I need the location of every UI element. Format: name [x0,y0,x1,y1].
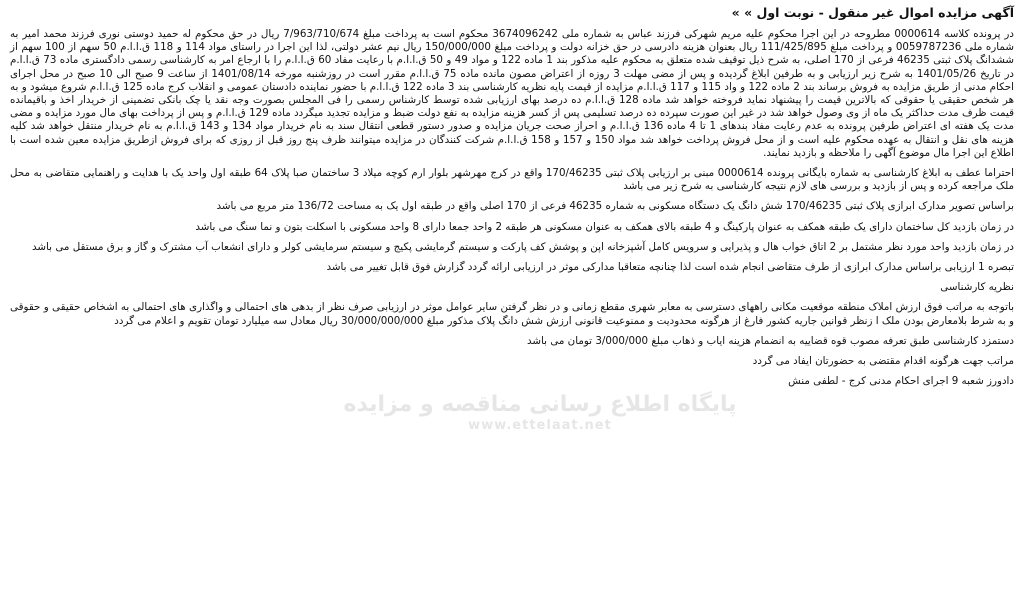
dispatch-paragraph: مراتب جهت هرگونه اقدام مقتضی به حضورتان ایفاد می گردد [752,355,1014,368]
site-watermark [330,392,750,434]
valuation-paragraph: باتوجه به مراتب فوق ارزش املاک منطقه موقعیت مکانی راههای دسترسی به معابر شهری مقطع زمانی و در نظر گرفتن سایر عوامل موثر در ارزیابی صرف نظر از بدهی های احتمالی و واگذاری های احتمالی به اشخاص حقیقی و حقوقی و به شرط بلامعارض بودن ملک ا زنظر قوانین جاریه کشور فارغ از هرگونه محدودیت و ممنوعیت قانونی ارزش شش دانگ پلاک مذکور مبلغ 30/000/000/000 ریال معادل سه میلیارد تومان تقویم و اعلام می گردد [10,301,1014,327]
property-documents-paragraph: براساس تصویر مدارک ابرازی پلاک ثبتی 170/46235 شش دانگ یک دستگاه مسکونی به شماره 46235 فرعی از 170 اصلی واقع در طبقه اول یک به مساحت 136/72 متر مربع می باشد [216,200,1014,213]
notice-title: آگهی مزایده اموال غیر منقول - نوبت اول » » [731,5,1014,20]
unit-description-paragraph: در زمان بازدید واحد مورد نظر مشتمل بر 2 اتاق خواب هال و پذیرایی و سرویس کامل آشپزخانه اپن و پوشش کف پارکت و سیستم گرمایشی پکیج و سیستم سرمایشی کولر و دارای انشعاب آب مشترک و گاز و برق مستقل می باشد [32,240,1014,253]
building-description-paragraph: در زمان بازدید کل ساختمان دارای یک طبقه همکف به عنوان پارکینگ و 4 طبقه بالای همکف به عنوان مسکونی هر طبقه 2 واحد جمعا دارای 8 واحد مسکونی با اسکلت بتون و نما سنگ می باشد [195,220,1014,233]
expert-intro-paragraph: احتراما عطف به ابلاغ کارشناسی به شماره بایگانی پرونده 0000614 مبنی بر ارزیابی پلاک ثبتی 170/46235 واقع در کرج مهرشهر بلوار ارم کوچه میلاد 3 ساختمان صبا پلاک 64 طبقه اول واحد یک با هدایت و راهنمایی متقاضی به محل ملک مراجعه کرده و پس از بازدید و بررسی های لازم نتیجه کارشناسی به شرح زیر می باشد [10,167,1015,193]
case-details-paragraph: در پرونده کلاسه 0000614 مطروحه در این اجرا محکوم علیه مریم شهرکی فرزند عباس به شماره ملی 3674096242 محکوم است به پرداخت مبلغ 7/963/710/674 ریال در حق محکوم له حمید دوستی نوری فرزند محمد امیر به شماره ملی 0059787236 و پرداخت مبلغ 111/425/895 ریال بعنوان هزینه دادرسی در حق خزانه دولت و پرداخت مبلغ 150/000/000 ریال نیم عشر دولتی، لذا این اجرا در راستای مواد 114 و 118 ق.ا.ا.م 50 سهم از 100 سهم از ششدانگ پلاک ثبتی 46235 فرعی از 170 اصلی، به شرح ذیل توقیف شده متعلق به محکوم علیه مذکور بند 1 ماده 122 و مواد 49 و 50 ق.ا.ا.م با رعایت مفاد 60 ق.ا.ا.م را با ارجاع امر به کارشناسی رسمی دادگستری ماده 73 ق.ا.ا.م در تاریخ 1401/05/26 به شرح زیر ارزیابی و به طرفین ابلاغ گردیده و پس از مضی مهلت 3 روزه از اعتراض مصون مانده ماده 75 ق.ا.ا.م مقرر است در روزشنبه مورخه 1401/08/14 از ساعت 9 صبح الی 10 صبح در محل اجرای احکام مدنی از طریق مزایده به فروش برساند بند 2 ماده 122 و واد 115 و 117 ق.ا.ا.م مزایده از قیمت پایه نظریه کارشناسی بند 3 ماده 122 ق.ا.ا.م با حضور نماینده دادستان عمومی و انقلاب کرج ماده 125 ق.ا.ا.م شروع میشود و به هر شخص حقیقی یا حقوقی که بالاترین قیمت را پیشنهاد نماید فروخته خواهد شد ماده 128 ق.ا.ا.م ده درصد بهای ارزیابی شده توسط کارشناس رسمی را فی المجلس بصورت وجه نقد یا چک بانکی تضمینی از خریدار اخذ و باقیمانده قیمت ظرف مدت حداکثر یک ماه از وی وصول خواهد شد در غیر این صورت سپرده ده درصد تسلیمی پس از کسر هزینه مزایده به نفع دولت ضبط و مزایده تجدید میگردد ماده 129 ق.ا.ا.م و پس از پرداخت بهای مال مورد مزایده و مضی مدت یک هفته ای اعتراض طرفین پرونده به عدم رعایت مفاد بندهای 1 تا 4 ماده 136 ق.ا.ا.م و احراز صحت جریان مزایده و صدور دستور قطعی انتقال سند به نام خریدار مواد 134 و 143 ق.ا.ا.م به نام خریدار منتقل خواهد شد کلیه هزینه های نقل و انتقال به عهده محکوم علیه است و از محل فروش پرداخت خواهد شد مواد 150 و 157 و 158 ق.ا.ا.م شرکت کنندگان در مزایده میتوانند ظرف پنج روز قبل از روزی که برای فروش ازطریق مزایده معین شده است با اطلاع این اجرا مال موضوع آگهی را ملاحظه و بازدید نمایند. [10,28,1015,159]
watermark-line-2: www.ettelaat.net [468,418,612,433]
signature-line: دادورز شعبه 9 اجرای احکام مدنی کرج - لطفی منش [788,375,1014,388]
expert-fee-paragraph: دستمزد کارشناسی طبق تعرفه مصوب قوه قضاییه به انضمام هزینه ایاب و ذهاب مبلغ 3/000/000 تومان می باشد [526,334,1014,347]
expert-opinion-heading: نظریه کارشناسی [940,281,1014,294]
watermark-line-1: پایگاه اطلاع رسانی مناقصه و مزایده [343,392,737,417]
note-paragraph: تبصره 1 ارزیابی براساس مدارک ابرازی از طرف متقاضی انجام شده است لذا چنانچه متعاقبا مدارکی موثر در ارزیابی ارائه گردد گزارش فوق قابل تغییر می باشد [326,261,1014,274]
